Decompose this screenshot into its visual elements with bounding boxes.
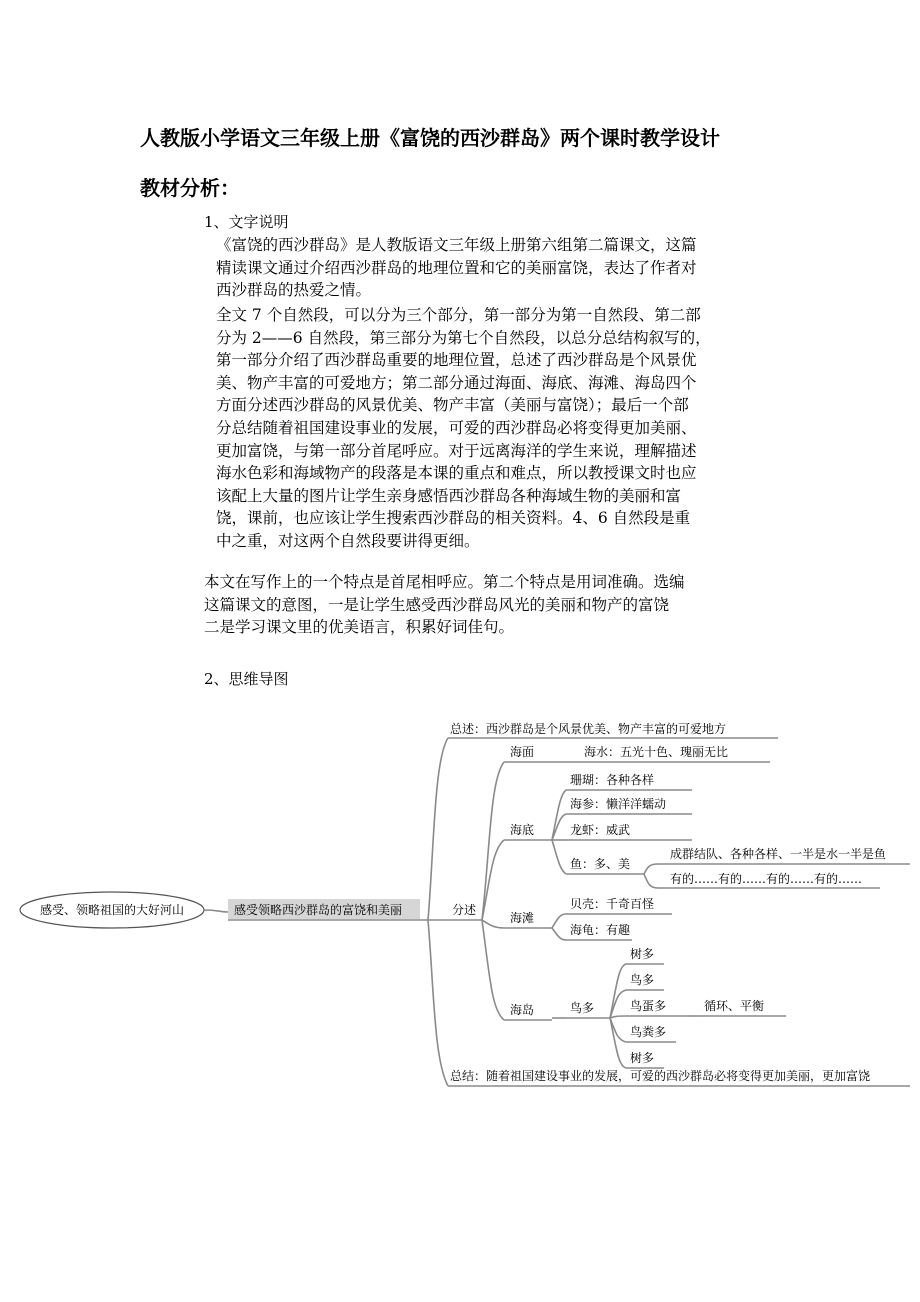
para2-line: 美、物产丰富的可爱地方；第二部分通过海面、海底、海滩、海岛四个 <box>216 373 697 392</box>
para2-line: 方面分述西沙群岛的风景优美、物产丰富（美丽与富饶）；最后一个部 <box>216 396 689 415</box>
mindmap-connector <box>552 914 566 928</box>
mindmap-connector <box>644 874 658 888</box>
mind-map <box>0 700 920 1110</box>
mindmap-coral-label: 珊瑚：各种各样 <box>570 773 655 787</box>
mindmap-droppings-label: 鸟粪多 <box>630 1025 667 1039</box>
mindmap-connector <box>610 1016 626 1018</box>
mindmap-connector <box>482 920 504 928</box>
mindmap-shells-label: 贝壳：千奇百怪 <box>570 897 655 911</box>
mindmap-center-label: 感受领略西沙群岛的富饶和美丽 <box>234 903 403 917</box>
mindmap-connector <box>482 920 504 1020</box>
paragraph-features <box>204 571 685 639</box>
paragraph-intro <box>216 234 697 302</box>
mindmap-fish-detail-1: 成群结队、各种各样、一半是水一半是鱼 <box>670 847 887 861</box>
mindmap-connector <box>552 928 566 940</box>
para2-line: 中之重，对这两个自然段要讲得更细。 <box>216 531 480 550</box>
para2-line: 海水色彩和海域物产的段落是本课的重点和难点，所以教授课文时也应 <box>216 464 697 483</box>
para3-line: 本文在写作上的一个特点是首尾相呼应。第二个特点是用词准确。选编 <box>204 573 685 591</box>
mindmap-fish-detail-2: 有的……有的……有的……有的…… <box>670 872 863 886</box>
para1-line: 精读课文通过介绍西沙群岛的地理位置和它的美丽富饶，表达了作者对 <box>216 258 697 277</box>
mindmap-birds-label: 鸟多 <box>570 1001 595 1015</box>
mindmap-eggs-label: 鸟蛋多 <box>630 999 667 1013</box>
subheading-mindmap: 2、思维导图 <box>204 670 289 688</box>
mindmap-birds2-label: 鸟多 <box>630 973 655 987</box>
mindmap-beach-label: 海滩 <box>510 911 535 925</box>
mindmap-fish-label: 鱼：多、美 <box>570 857 631 871</box>
mindmap-sea-floor-label: 海底 <box>510 823 535 837</box>
document-title: 人教版小学语文三年级上册《富饶的西沙群岛》两个课时教学设计 <box>140 126 720 150</box>
mindmap-turtles-label: 海龟：有趣 <box>570 923 631 937</box>
para2-line: 第一部分介绍了西沙群岛重要的地理位置，总述了西沙群岛是个风景优 <box>216 351 697 370</box>
para2-line: 更加富饶，与第一部分首尾呼应。对于远离海洋的学生来说，理解描述 <box>216 441 697 460</box>
mindmap-connector <box>204 910 228 912</box>
mindmap-cycle-label: 循环、平衡 <box>704 999 765 1013</box>
section-heading: 教材分析： <box>140 176 240 200</box>
para2-line: 饶，课前，也应该让学生搜索西沙群岛的相关资料。4、6 自然段是重 <box>216 509 691 528</box>
mindmap-island-label: 海岛 <box>510 1003 535 1017</box>
mindmap-sea-surface-label: 海面 <box>510 745 535 759</box>
para3-line: 二是学习课文里的优美语言，积累好词佳句。 <box>204 618 515 637</box>
mindmap-summary-label: 总结：随着祖国建设事业的发展，可爱的西沙群岛必将变得更加美丽，更加富饶 <box>450 1069 871 1083</box>
mindmap-intro-label: 总述：西沙群岛是个风景优美、物产丰富的可爱地方 <box>450 722 727 736</box>
mindmap-connector <box>428 920 448 1086</box>
mindmap-connector <box>644 864 658 874</box>
mindmap-root-label: 感受、领略祖国的大好河山 <box>39 903 185 917</box>
para3-line: 这篇课文的意图，一是让学生感受西沙群岛风光的美丽和物产的富饶 <box>204 595 670 614</box>
mindmap-detail-label: 分述 <box>452 903 477 917</box>
para1-line: 《富饶的西沙群岛》是人教版语文三年级上册第六组第二篇课文，这篇 <box>216 236 697 254</box>
para2-line: 分为 2——6 自然段，第三部分为第七个自然段，以总分总结构叙写的， <box>216 328 711 347</box>
para2-line: 全文 7 个自然段，可以分为三个部分，第一部分为第一自然段、第二部 <box>216 306 701 324</box>
para2-line: 分总结随着祖国建设事业的发展，可爱的西沙群岛必将变得更加美丽、 <box>216 418 697 437</box>
mindmap-sea-water-label: 海水：五光十色、瑰丽无比 <box>584 745 729 759</box>
mindmap-lobster-label: 龙虾：威武 <box>570 823 631 837</box>
mindmap-connector <box>552 840 566 874</box>
para2-line: 该配上大量的图片让学生亲身感悟西沙群岛各种海域生物的美丽和富 <box>216 486 682 505</box>
paragraph-structure <box>216 304 711 553</box>
mindmap-trees-label: 树多 <box>630 947 655 961</box>
mindmap-trees2-label: 树多 <box>630 1051 655 1065</box>
subheading-text-description: 1、文字说明 <box>204 213 289 231</box>
mindmap-connector <box>428 738 448 920</box>
para1-line: 西沙群岛的热爱之情。 <box>216 281 372 300</box>
mindmap-sea-cucumber-label: 海参：懒洋洋蠕动 <box>570 797 667 811</box>
mindmap-connector <box>482 762 504 920</box>
